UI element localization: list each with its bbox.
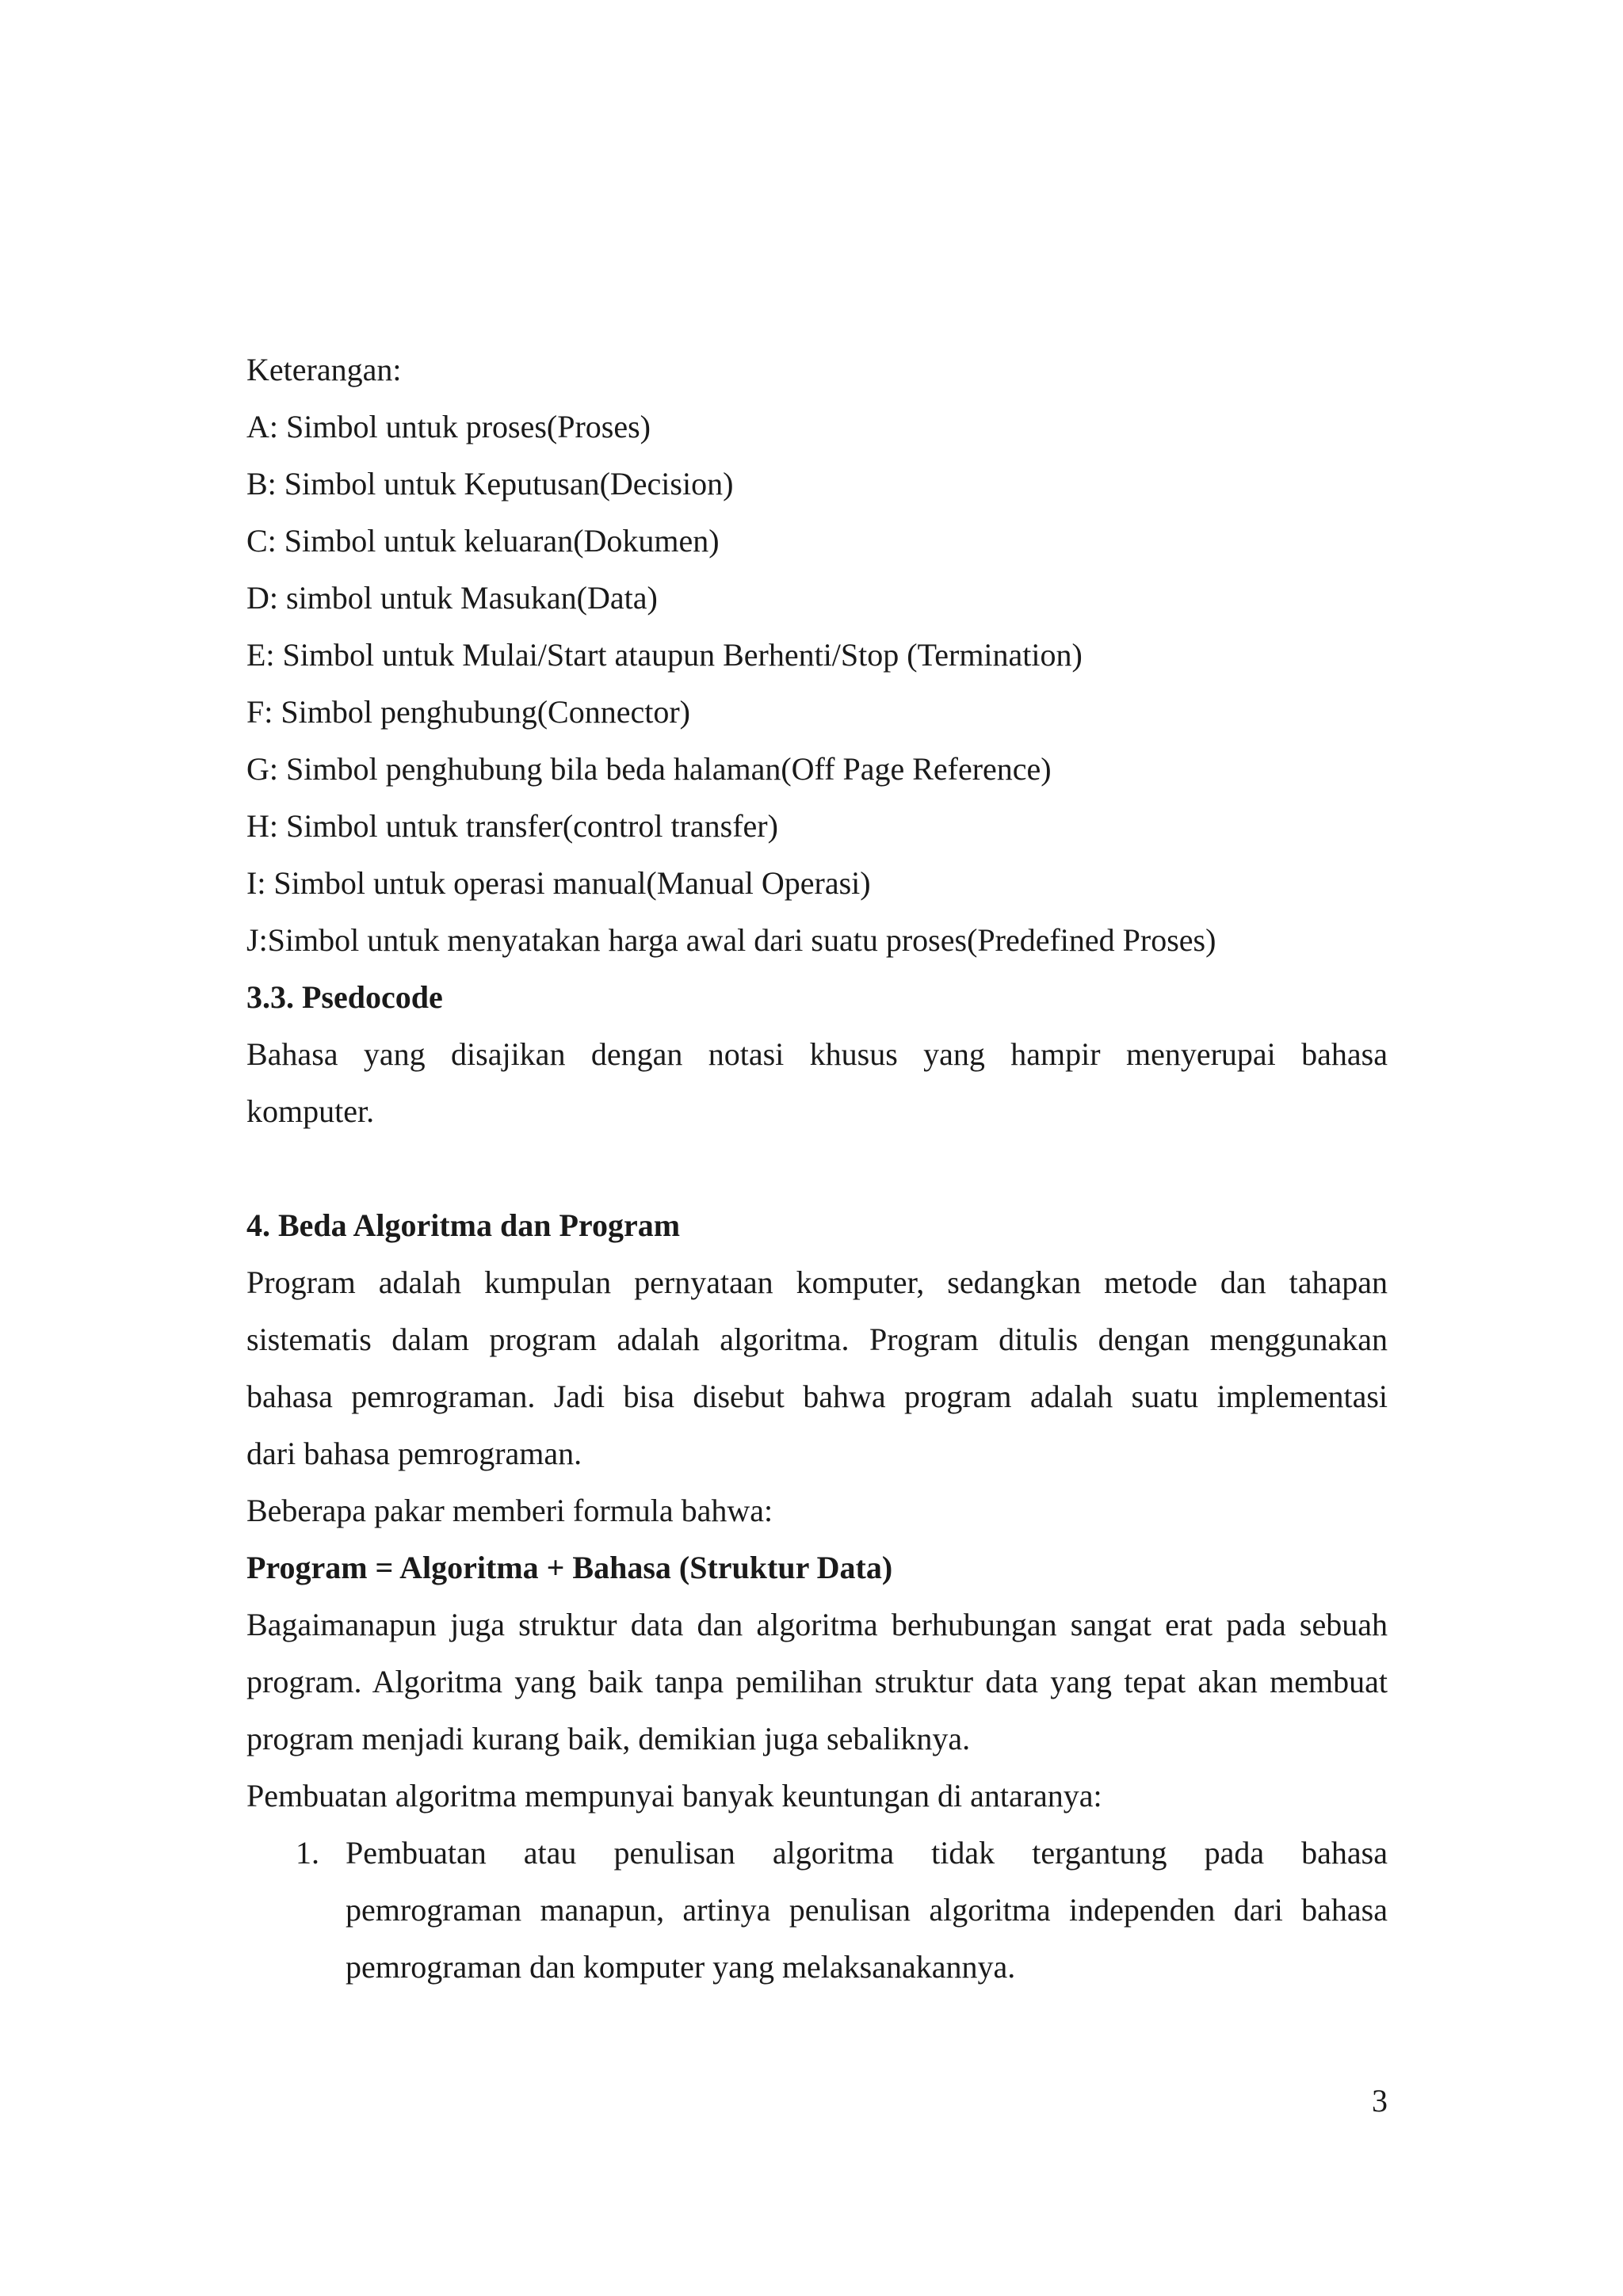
legend-item-j: J:Simbol untuk menyatakan harga awal dari suatu proses(Predefined Proses) bbox=[246, 922, 1216, 958]
legend-heading: Keterangan: bbox=[246, 352, 402, 387]
paragraph-gap bbox=[246, 1140, 1388, 1197]
list-item-line: pemrograman dan komputer yang melaksanakannya. bbox=[346, 1949, 1016, 1985]
legend-item-b: B: Simbol untuk Keputusan(Decision) bbox=[246, 466, 734, 502]
page-number: 3 bbox=[1372, 2083, 1388, 2119]
paragraph-line: sistematis dalam program adalah algoritma. Program ditulis dengan menggunakan bbox=[246, 1322, 1388, 1357]
paragraph-line: dari bahasa pemrograman. bbox=[246, 1436, 582, 1471]
psedocode-text-line: Bahasa yang disajikan dengan notasi khusus yang hampir menyerupai bahasa bbox=[246, 1036, 1388, 1072]
section-heading-psedocode: 3.3. Psedocode bbox=[246, 979, 443, 1015]
list-item-number: 1. bbox=[296, 1835, 319, 1871]
legend-item-c: C: Simbol untuk keluaran(Dokumen) bbox=[246, 523, 720, 559]
page-content bbox=[246, 341, 1388, 1996]
legend-item-i: I: Simbol untuk operasi manual(Manual Operasi) bbox=[246, 865, 871, 901]
legend-item-d: D: simbol untuk Masukan(Data) bbox=[246, 580, 658, 616]
paragraph-line: Bagaimanapun juga struktur data dan algoritma berhubungan sangat erat pada sebuah bbox=[246, 1607, 1388, 1642]
list-item-line: Pembuatan atau penulisan algoritma tidak tergantung pada bahasa bbox=[346, 1835, 1388, 1871]
legend-item-h: H: Simbol untuk transfer(control transfer) bbox=[246, 808, 778, 844]
legend-item-e: E: Simbol untuk Mulai/Start ataupun Berhenti/Stop (Termination) bbox=[246, 637, 1083, 673]
paragraph-line: program menjadi kurang baik, demikian juga sebaliknya. bbox=[246, 1721, 971, 1756]
legend-item-f: F: Simbol penghubung(Connector) bbox=[246, 694, 690, 730]
formula-intro: Beberapa pakar memberi formula bahwa: bbox=[246, 1493, 773, 1528]
legend-item-g: G: Simbol penghubung bila beda halaman(Off Page Reference) bbox=[246, 751, 1052, 787]
formula: Program = Algoritma + Bahasa (Struktur Data) bbox=[246, 1550, 893, 1585]
legend-item-a: A: Simbol untuk proses(Proses) bbox=[246, 409, 651, 444]
psedocode-text-line: komputer. bbox=[246, 1093, 375, 1129]
section-heading-beda-algoritma: 4. Beda Algoritma dan Program bbox=[246, 1207, 681, 1243]
list-item bbox=[246, 1825, 1388, 1996]
paragraph-line: bahasa pemrograman. Jadi bisa disebut bahwa program adalah suatu implementasi bbox=[246, 1379, 1388, 1414]
benefits-intro: Pembuatan algoritma mempunyai banyak keuntungan di antaranya: bbox=[246, 1778, 1102, 1814]
paragraph-line: Program adalah kumpulan pernyataan komputer, sedangkan metode dan tahapan bbox=[246, 1264, 1388, 1300]
list-item-line: pemrograman manapun, artinya penulisan algoritma independen dari bahasa bbox=[346, 1892, 1388, 1928]
paragraph-line: program. Algoritma yang baik tanpa pemilihan struktur data yang tepat akan membuat bbox=[246, 1664, 1388, 1699]
